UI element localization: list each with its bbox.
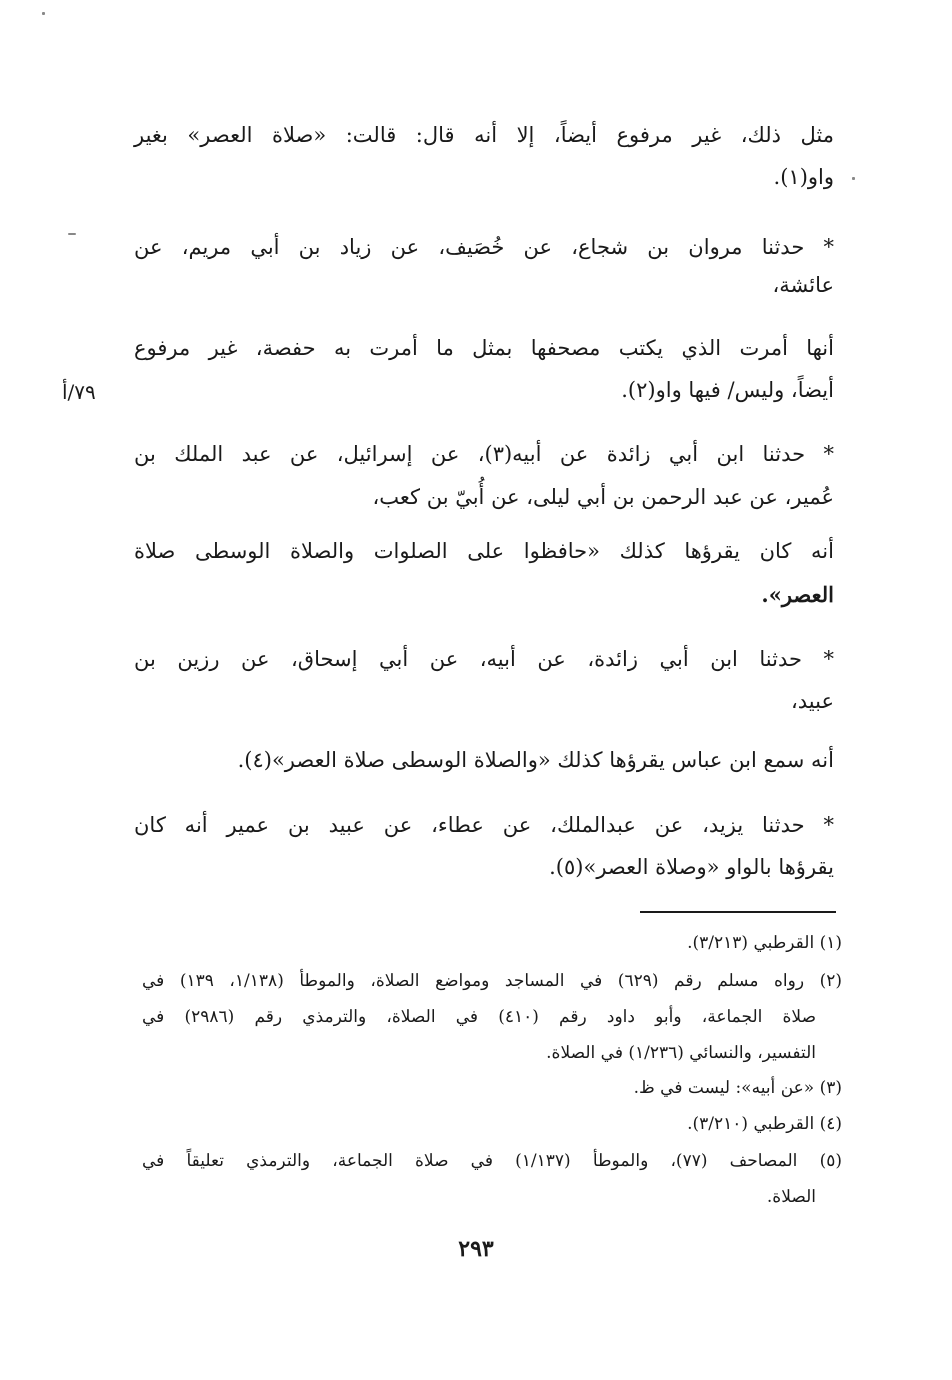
body-line-7: * حدثنا ابن أبي زائدة عن أبيه(٣)، عن إسرائيل، عن عبد الملك بن	[134, 442, 834, 466]
body-line-4: عائشة،	[772, 273, 834, 297]
page-number: ٢٩٣	[458, 1236, 494, 1262]
footnote-separator	[640, 911, 836, 913]
footnote-3: (٣) «عن أبيه»: ليست في ظ.	[633, 1078, 842, 1098]
body-line-14: * حدثنا يزيد، عن عبدالملك، عن عطاء، عن عبيد بن عمير أنه كان	[134, 813, 834, 837]
footnote-2-line-2: صلاة الجماعة، وأبو داود رقم (٤١٠) في الصلاة، والترمذي رقم (٢٩٨٦) في	[142, 1007, 817, 1027]
body-line-11: * حدثنا ابن أبي زائدة، عن أبيه، عن أبي إسحاق، عن رزين بن	[134, 647, 834, 671]
footnote-2-line-1: (٢) رواه مسلم رقم (٦٢٩) في المساجد ومواضع الصلاة، والموطأ (١/١٣٨، ١٣٩) في	[142, 971, 842, 991]
body-line-5: أنها أمرت الذي يكتب مصحفها بمثل ما أمرت به حفصة، غير مرفوع	[134, 336, 834, 360]
body-line-2: واو(١).	[773, 165, 834, 189]
footnote-5-line-1: (٥) المصاحف (٧٧)، والموطأ (١/١٣٧) في صلاة الجماعة، والترمذي تعليقاً في	[142, 1151, 842, 1171]
scan-speck	[852, 177, 855, 180]
body-line-12: عبيد،	[790, 689, 834, 713]
scan-speck	[42, 12, 45, 15]
body-line-13: أنه سمع ابن عباس يقرؤها كذلك «والصلاة الوسطى صلاة العصر»(٤).	[237, 748, 834, 772]
footnote-2-line-3: التفسير، والنسائي (١/٢٣٦) في الصلاة.	[546, 1043, 816, 1063]
body-line-1: مثل ذلك، غير مرفوع أيضاً، إلا أنه قال: قالت: «صلاة العصر» بغير	[134, 123, 834, 147]
footnote-5-line-2: الصلاة.	[766, 1187, 816, 1207]
scan-speck	[68, 233, 76, 235]
body-line-10: العصر».	[761, 582, 834, 607]
body-line-6: أيضاً، وليس/ فيها واو(٢).	[621, 378, 834, 402]
margin-folio-note: ٧٩/أ	[62, 380, 96, 404]
footnote-4: (٤) القرطبي (٣/٢١٠).	[687, 1114, 842, 1134]
body-line-15: يقرؤها بالواو «وصلاة العصر»(٥).	[549, 855, 834, 879]
footnote-1: (١) القرطبي (٣/٢١٣).	[687, 933, 842, 953]
body-line-3: * حدثنا مروان بن شجاع، عن خُصَيف، عن زياد بن أبي مريم، عن	[134, 235, 834, 259]
body-line-8: عُمير، عن عبد الرحمن بن أبي ليلى، عن أُبيّ بن كعب،	[372, 485, 834, 509]
body-line-9: أنه كان يقرؤها كذلك «حافظوا على الصلوات والصلاة الوسطى صلاة	[134, 539, 834, 563]
